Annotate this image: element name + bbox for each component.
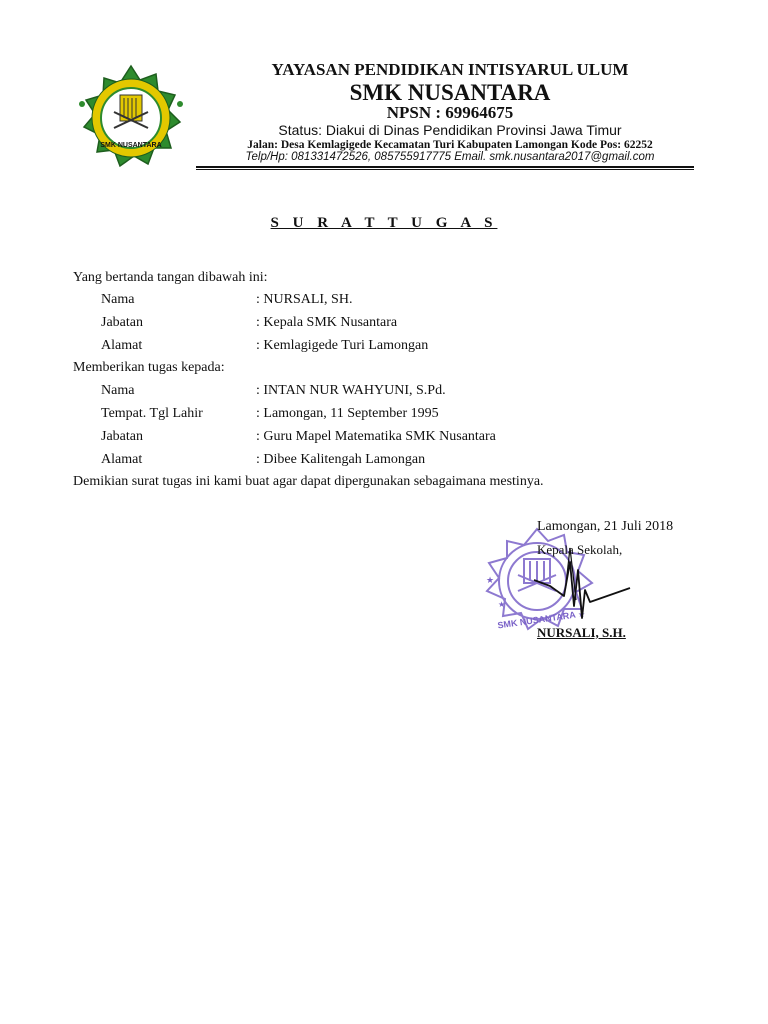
stamp-text: SMK NUSANTARA xyxy=(496,609,577,631)
assignee-value: : Guru Mapel Matematika SMK Nusantara xyxy=(256,429,496,444)
school-name: SMK NUSANTARA xyxy=(349,80,551,105)
assignee-label: Jabatan xyxy=(101,429,143,444)
logo-text: SMK NUSANTARA xyxy=(100,142,162,149)
signer-label: Jabatan xyxy=(101,315,143,330)
signer-name: NURSALI, S.H. xyxy=(537,625,626,640)
status-line: Status: Diakui di Dinas Pendidikan Provinsi Jawa Timur xyxy=(278,122,622,138)
svg-text:★: ★ xyxy=(486,576,495,586)
signer-value: : Kemlagigede Turi Lamongan xyxy=(256,338,429,353)
contact-line: Telp/Hp: 081331472526, 085755917775 Email. smk.nusantara2017@gmail.com xyxy=(245,151,655,163)
assignee-value: : INTAN NUR WAHYUNI, S.Pd. xyxy=(256,383,446,398)
signer-label: Nama xyxy=(101,292,135,307)
npsn: NPSN : 69964675 xyxy=(386,103,514,122)
assignee-label: Tempat. Tgl Lahir xyxy=(101,406,203,421)
foundation-name: YAYASAN PENDIDIKAN INTISYARUL ULUM xyxy=(271,60,629,79)
assignee-label: Alamat xyxy=(101,452,143,467)
signer-value: : NURSALI, SH. xyxy=(256,292,353,307)
closing-text: Demikian surat tugas ini kami buat agar dapat dipergunakan sebagaimana mestinya. xyxy=(73,474,544,489)
address-line: Jalan: Desa Kemlagigede Kecamatan Turi Kabupaten Lamongan Kode Pos: 62252 xyxy=(247,139,653,151)
signer-label: Alamat xyxy=(101,338,143,353)
school-logo xyxy=(74,62,188,174)
letter-title: S U R A T T U G A S xyxy=(270,215,498,231)
header-rule-thin xyxy=(196,169,694,170)
svg-text:★: ★ xyxy=(578,610,586,619)
assignee-value: : Lamongan, 11 September 1995 xyxy=(256,406,439,421)
assignee-value: : Dibee Kalitengah Lamongan xyxy=(256,452,426,467)
assign-intro: Memberikan tugas kepada: xyxy=(73,360,225,375)
assignee-label: Nama xyxy=(101,383,135,398)
signer-value: : Kepala SMK Nusantara xyxy=(256,315,398,330)
intro-text: Yang bertanda tangan dibawah ini: xyxy=(73,270,268,285)
signer-position: Kepala Sekolah, xyxy=(537,542,623,557)
place-date: Lamongan, 21 Juli 2018 xyxy=(537,519,674,534)
header-rule xyxy=(196,166,694,168)
svg-text:★: ★ xyxy=(498,600,506,609)
